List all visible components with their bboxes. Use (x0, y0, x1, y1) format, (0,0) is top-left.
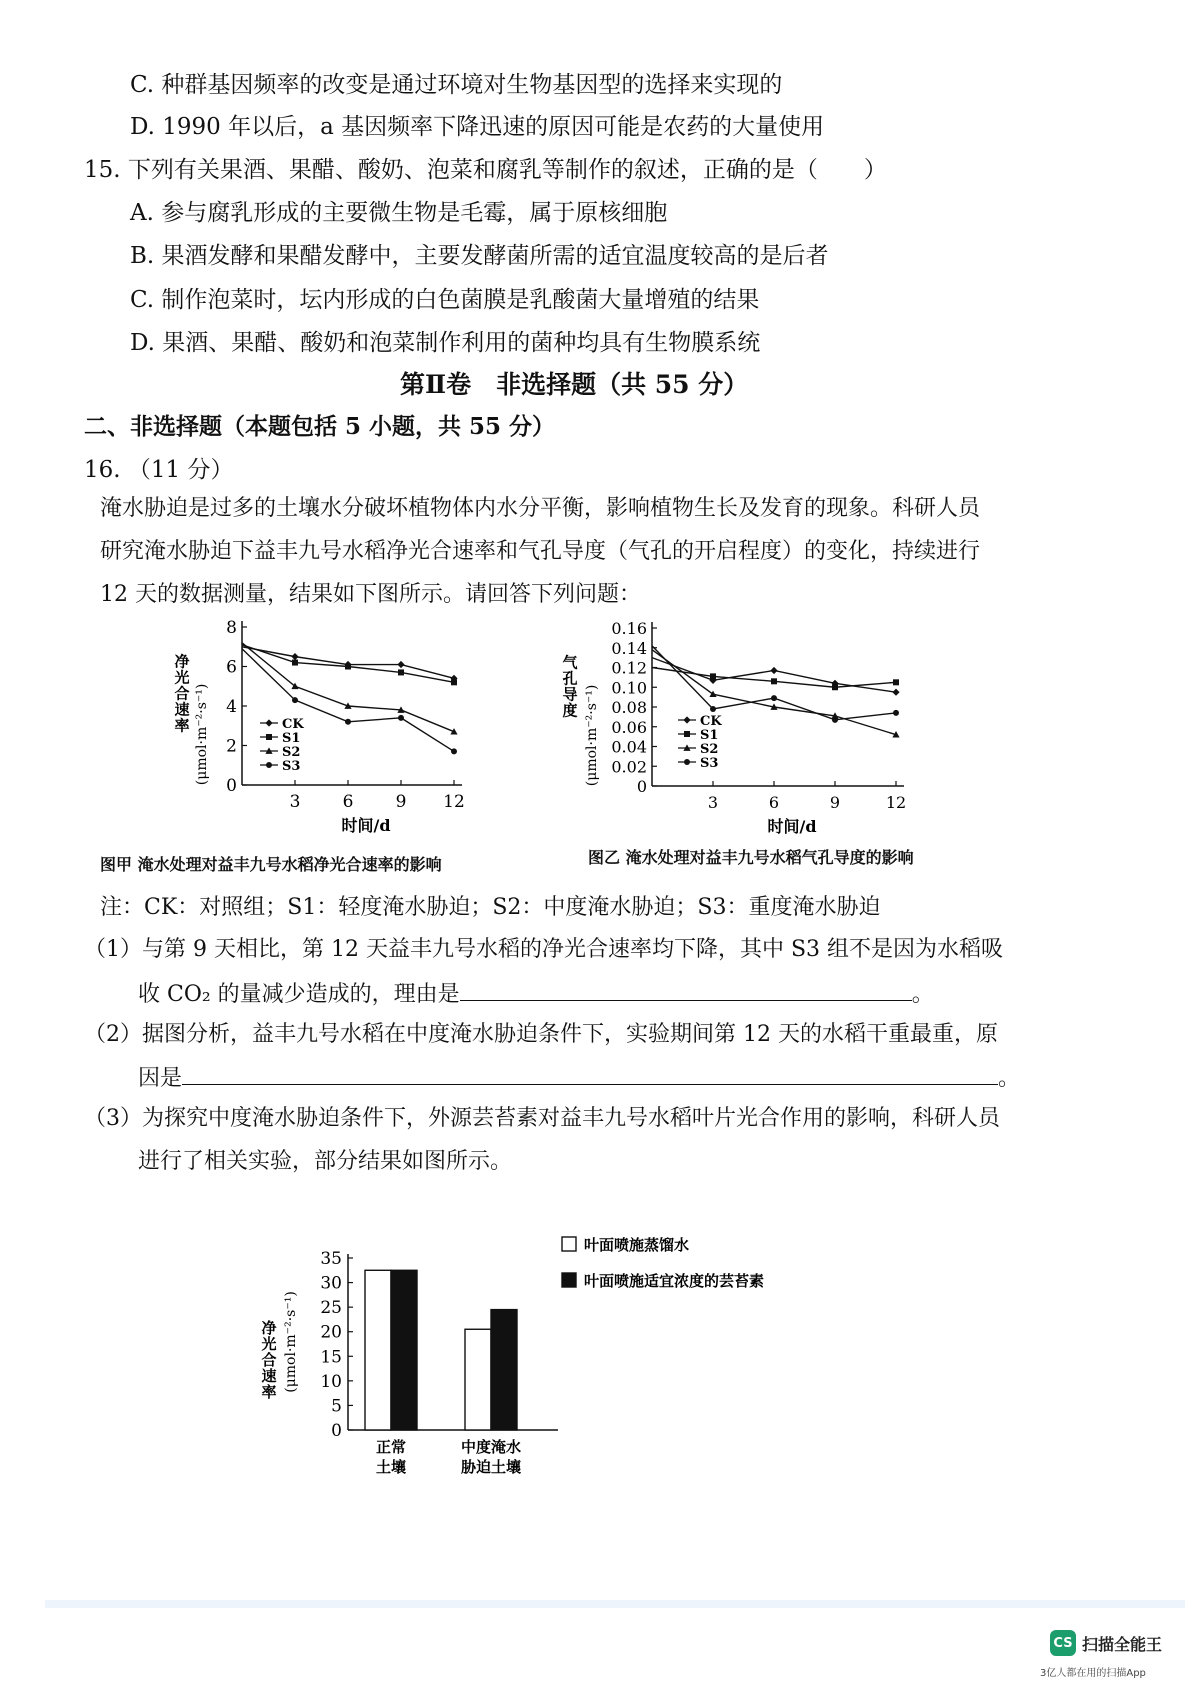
scanner-brand: 扫描全能王 (1082, 1634, 1163, 1654)
sub1-line1: （1）与第 9 天相比，第 12 天益丰九号水稻的净光合速率均下降，其中 S3 组不是因为水稻吸 (84, 937, 1004, 962)
x-tick-label: 3 (707, 793, 719, 812)
cs-logo-icon: CS (1050, 1630, 1076, 1656)
y-tick-label: 30 (320, 1273, 342, 1294)
legend-swatch (562, 1273, 576, 1287)
sub3-line1: （3）为探究中度淹水胁迫条件下，外源芸苔素对益丰九号水稻叶片光合作用的影响，科研人员 (84, 1106, 1001, 1131)
treatment-note: 注：CK：对照组；S1：轻度淹水胁迫；S2：中度淹水胁迫；S3：重度淹水胁迫 (100, 895, 881, 920)
y-tick-label: 0.12 (611, 658, 647, 678)
y-tick-label: 6 (226, 657, 237, 678)
legend-label-s3: S3 (282, 759, 301, 774)
section2-heading: 二、非选择题（本题包括 5 小题，共 55 分） (84, 413, 556, 440)
y-axis-label: 导 (562, 685, 578, 704)
q16-intro-line3: 12 天的数据测量，结果如下图所示。请回答下列问题： (100, 582, 641, 607)
y-axis-label: 度 (562, 701, 578, 720)
data-point-s1 (832, 684, 838, 690)
data-point-s3 (832, 717, 838, 723)
sub2-period: 。 (998, 1066, 1021, 1091)
series-line-ck (652, 658, 896, 693)
y-tick-label: 10 (320, 1371, 342, 1392)
q14-option-d: D. 1990 年以后，a 基因频率下降迅速的原因可能是农药的大量使用 (130, 114, 825, 140)
y-tick-label: 0.02 (611, 757, 647, 777)
data-point-s1 (292, 660, 298, 666)
y-axis-label: 率 (261, 1383, 277, 1401)
y-tick-label: 0.08 (611, 698, 647, 717)
y-tick-label: 2 (226, 736, 237, 757)
chart-a-caption: 图甲 淹水处理对益丰九号水稻净光合速率的影响 (100, 855, 442, 874)
bar-brassinolide (391, 1270, 417, 1430)
x-tick-label: 6 (342, 792, 354, 812)
bar-distilled-water (365, 1270, 391, 1430)
y-axis-label: 孔 (562, 669, 578, 688)
x-tick-label: 6 (768, 793, 780, 812)
sub1-answer-blank[interactable] (460, 978, 912, 1001)
legend-label-s2: S2 (282, 745, 301, 760)
category-label: 胁迫土壤 (460, 1458, 522, 1476)
data-point-s3 (893, 710, 899, 716)
q16-number: 16. （11 分） (84, 457, 234, 483)
q15-option-c: C. 制作泡菜时，坛内形成的白色菌膜是乳酸菌大量增殖的结果 (130, 287, 760, 313)
q15-stem: 15. 下列有关果酒、果醋、酸奶、泡菜和腐乳等制作的叙述，正确的是（ ） (84, 157, 887, 183)
data-point-s1 (771, 678, 777, 684)
chart-net-photosynthesis (160, 615, 490, 845)
data-point-s3 (345, 719, 351, 725)
y-tick-label: 0.04 (611, 737, 647, 757)
scanner-watermark (1050, 1630, 1162, 1656)
legend-label-s3: S3 (700, 756, 719, 771)
x-tick-label: 3 (289, 792, 301, 812)
y-axis-label: 速 (261, 1367, 277, 1385)
y-axis-unit: (μmol·m⁻²·s⁻¹) (194, 683, 210, 786)
sub2-line2 (138, 1062, 1020, 1094)
data-point-ck (291, 653, 298, 660)
bar-brassinolide (491, 1310, 517, 1430)
y-axis-label: 率 (174, 716, 190, 735)
y-axis-label: 速 (174, 700, 190, 719)
q16-intro-line1: 淹水胁迫是过多的土壤水分破坏植物体内水分平衡，影响植物生长及发育的现象。科研人员 (100, 496, 981, 521)
legend-label: 叶面喷施蒸馏水 (584, 1236, 690, 1254)
part2-title: 第Ⅱ卷 非选择题（共 55 分） (400, 370, 749, 399)
y-tick-label: 0.06 (611, 717, 647, 737)
x-tick-label: 12 (885, 793, 907, 812)
y-tick-label: 0 (636, 777, 647, 796)
sub2-line1: （2）据图分析，益丰九号水稻在中度淹水胁迫条件下，实验期间第 12 天的水稻干重最重，原 (84, 1022, 998, 1047)
legend-label-s1: S1 (282, 731, 301, 746)
y-axis-label: 气 (562, 653, 578, 672)
data-point-s1 (398, 669, 404, 675)
data-point-ck (397, 661, 404, 668)
data-point-s3 (292, 697, 298, 703)
y-tick-label: 35 (320, 1249, 342, 1269)
q15-option-d: D. 果酒、果醋、酸奶和泡菜制作利用的菌种均具有生物膜系统 (130, 330, 761, 356)
y-tick-label: 20 (320, 1322, 342, 1343)
legend-marker (266, 762, 272, 768)
sub1-question: 收 CO₂ 的量减少造成的，理由是 (138, 982, 460, 1007)
x-tick-label: 12 (443, 792, 465, 812)
legend-label: 叶面喷施适宜浓度的芸苔素 (584, 1272, 765, 1290)
y-tick-label: 4 (226, 697, 237, 717)
sub2-question: 因是 (138, 1066, 183, 1091)
data-point-s3 (710, 706, 716, 712)
data-point-s1 (345, 664, 351, 670)
data-point-s3 (771, 695, 777, 701)
x-tick-label: 9 (395, 792, 407, 812)
legend-marker (683, 716, 690, 723)
category-label: 正常 (375, 1438, 407, 1456)
q15-option-b: B. 果酒发酵和果醋发酵中，主要发酵菌所需的适宜温度较高的是后者 (130, 243, 829, 269)
y-axis-unit: (μmol·m⁻²·s⁻¹) (584, 684, 600, 787)
y-tick-label: 0.10 (611, 678, 647, 698)
category-label: 土壤 (375, 1458, 407, 1476)
legend-label-s1: S1 (700, 728, 719, 743)
x-axis-label: 时间/d (767, 817, 817, 836)
y-tick-label: 0 (331, 1421, 342, 1441)
legend-swatch (562, 1237, 576, 1251)
x-tick-label: 9 (829, 793, 841, 812)
sub1-period: 。 (911, 982, 934, 1007)
data-point-ck (892, 689, 899, 696)
y-axis-label: 合 (174, 684, 190, 703)
data-point-ck (770, 667, 777, 674)
data-point-s1 (451, 679, 457, 685)
x-axis-label: 时间/d (341, 816, 391, 835)
y-tick-label: 5 (331, 1396, 342, 1417)
y-axis-unit: (μmol·m⁻²·s⁻¹) (283, 1291, 299, 1393)
y-tick-label: 25 (320, 1298, 342, 1319)
sub3-line2: 进行了相关实验，部分结果如图所示。 (138, 1149, 513, 1174)
q15-option-a: A. 参与腐乳形成的主要微生物是毛霉，属于原核细胞 (130, 200, 668, 226)
y-axis-label: 光 (261, 1335, 277, 1353)
data-point-s1 (710, 673, 716, 679)
legend-label-s2: S2 (700, 742, 719, 757)
chart-brassinolide-bar (255, 1225, 895, 1476)
data-point-s3 (451, 748, 457, 754)
legend-label-ck: CK (700, 714, 722, 729)
chart-b-caption: 图乙 淹水处理对益丰九号水稻气孔导度的影响 (588, 848, 914, 867)
y-tick-label: 15 (320, 1347, 342, 1368)
category-label: 中度淹水 (460, 1438, 522, 1456)
y-axis-label: 合 (261, 1351, 277, 1369)
legend-marker (265, 719, 272, 726)
y-tick-label: 0.16 (611, 619, 647, 638)
y-axis-label: 净 (174, 652, 190, 671)
legend-marker (684, 731, 690, 737)
sub1-line2 (138, 978, 934, 1010)
q16-intro-line2: 研究淹水胁迫下益丰九号水稻净光合速率和气孔导度（气孔的开启程度）的变化，持续进行 (100, 539, 981, 564)
sub2-answer-blank[interactable] (182, 1062, 998, 1085)
data-point-s3 (398, 715, 404, 721)
y-axis-label: 净 (261, 1319, 277, 1337)
legend-label-ck: CK (282, 717, 304, 732)
q14-option-c: C. 种群基因频率的改变是通过环境对生物基因型的选择来实现的 (130, 72, 783, 98)
legend-marker (684, 759, 690, 765)
scanner-tagline: 3亿人都在用的扫描App (1040, 1668, 1146, 1679)
y-tick-label: 0.14 (611, 638, 647, 658)
y-tick-label: 8 (226, 618, 237, 638)
chart-stomatal-conductance (560, 612, 940, 842)
legend-marker (266, 734, 272, 740)
bar-distilled-water (465, 1329, 491, 1430)
scan-footer-bar (45, 1600, 1185, 1608)
y-axis-label: 光 (174, 668, 190, 687)
y-tick-label: 0 (226, 776, 237, 796)
data-point-s1 (893, 679, 899, 685)
